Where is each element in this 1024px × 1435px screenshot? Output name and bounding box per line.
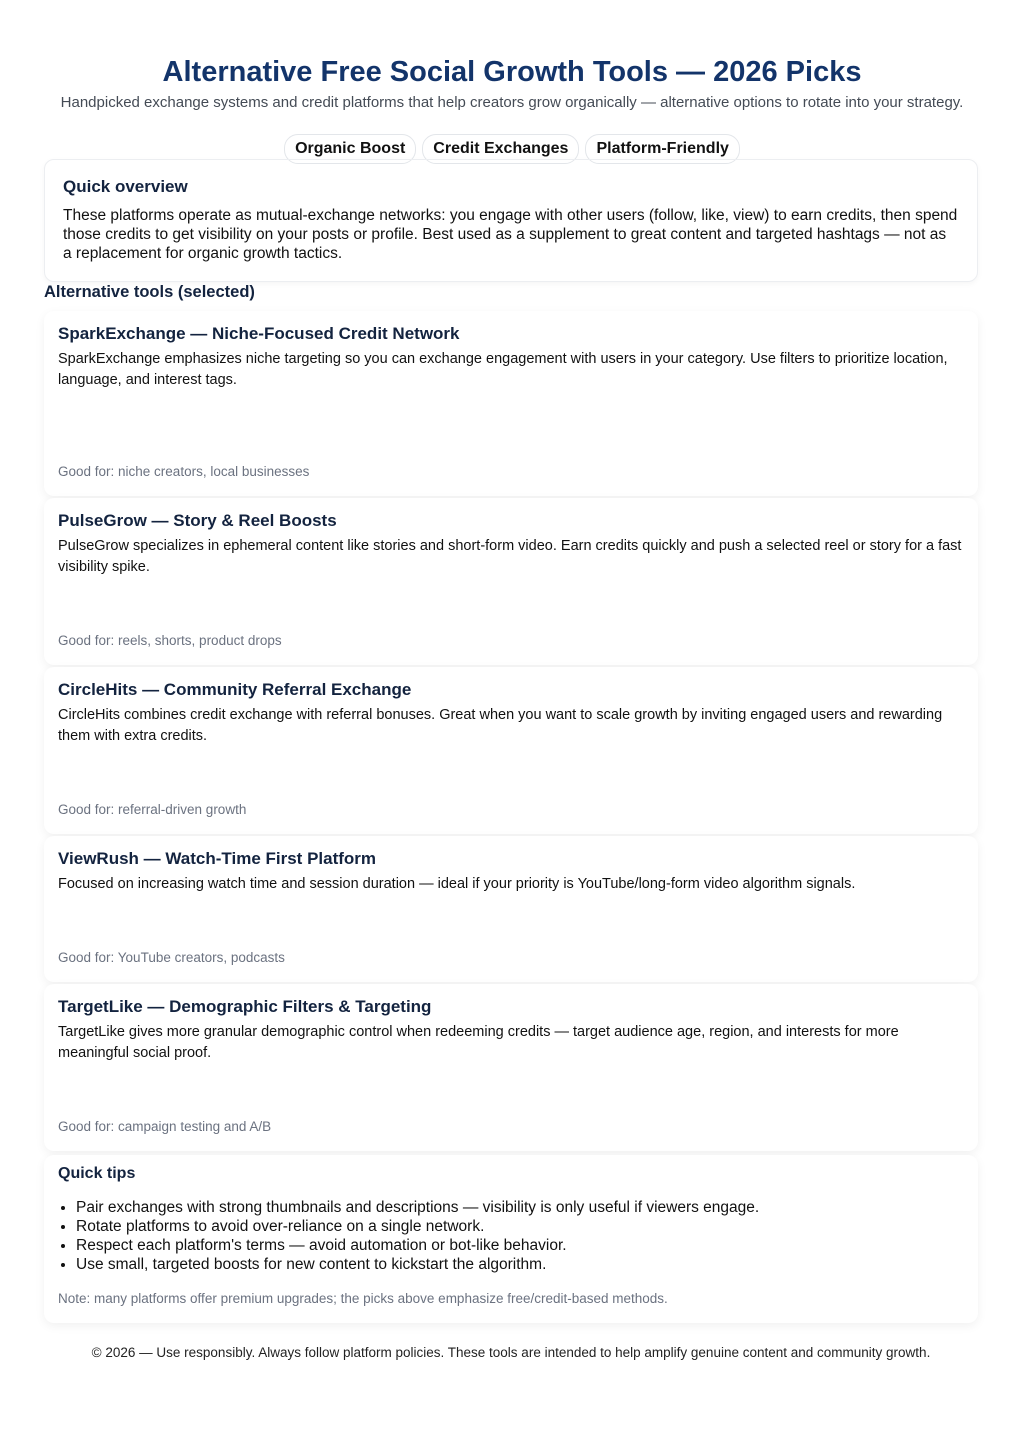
tool-good-for: Good for: campaign testing and A/B (58, 1119, 272, 1134)
tool-card-viewrush (44, 836, 978, 982)
tool-title: PulseGrow — Story & Reel Boosts (58, 511, 337, 530)
tip-item: • Use small, targeted boosts for new content to kickstart the algorithm. (76, 1255, 964, 1274)
tip-item: • Pair exchanges with strong thumbnails and descriptions — visibility is only useful if viewers engage. (76, 1198, 964, 1217)
tool-good-for: Good for: niche creators, local businesses (58, 464, 310, 479)
tool-title: SparkExchange — Niche-Focused Credit Network (58, 324, 460, 343)
tool-good-for: Good for: YouTube creators, podcasts (58, 950, 285, 965)
tool-card-sparkexchange (44, 311, 978, 496)
tips-heading: Quick tips (58, 1165, 136, 1182)
tool-description: TargetLike gives more granular demographic control when redeeming credits — target audience age, region, and interests for more meaningful social proof. (58, 1024, 899, 1061)
page-title: Alternative Free Social Growth Tools — 2026 Picks (162, 56, 862, 88)
overview-heading: Quick overview (63, 177, 188, 196)
tool-description: CircleHits combines credit exchange with referral bonuses. Great when you want to scale growth by inviting engaged users and rewarding them with extra credits. (58, 707, 943, 744)
tool-title: CircleHits — Community Referral Exchange (58, 680, 412, 699)
tool-description: SparkExchange emphasizes niche targeting so you can exchange engagement with users in your category. Use filters to prioritize location, language, and interest tags. (58, 351, 948, 388)
tool-title: ViewRush — Watch-Time First Platform (58, 849, 377, 868)
tool-title: TargetLike — Demographic Filters & Targeting (58, 997, 432, 1016)
tool-good-for: Good for: reels, shorts, product drops (58, 633, 282, 648)
tag-credit-exchanges: Credit Exchanges (422, 134, 579, 164)
tool-description: Focused on increasing watch time and session duration — ideal if your priority is YouTube/long-form video algorithm signals. (58, 876, 856, 892)
tip-item: • Rotate platforms to avoid over-reliance on a single network. (76, 1217, 964, 1236)
overview-card (44, 159, 978, 282)
tool-description: PulseGrow specializes in ephemeral content like stories and short-form video. Earn credits quickly and push a selected reel or story for a fast visibility spike. (58, 538, 962, 575)
tools-section-heading: Alternative tools (selected) (44, 283, 255, 301)
tool-card-pulsegrow (44, 498, 978, 665)
tool-good-for: Good for: referral-driven growth (58, 802, 247, 817)
tag-organic-boost: Organic Boost (284, 134, 416, 164)
footer-text: © 2026 — Use responsibly. Always follow platform policies. These tools are intended to help amplify genuine content and community growth. (91, 1345, 931, 1360)
tool-card-targetlike (44, 984, 978, 1151)
quick-tips-card (44, 1155, 978, 1323)
overview-text: These platforms operate as mutual-exchange networks: you engage with other users (follow, like, view) to earn credits, then spend those credits to get visibility on your posts or profile. Best used as a supplement to great content and targeted hashtags — not as a replacement for organic growth tactics. (63, 207, 958, 262)
tip-item: • Respect each platform's terms — avoid automation or bot-like behavior. (76, 1236, 964, 1255)
tag-platform-friendly: Platform-Friendly (585, 134, 739, 164)
tips-list (58, 1198, 964, 1274)
page-subtitle: Handpicked exchange systems and credit platforms that help creators grow organically — alternative options to rotate into your strategy. (60, 94, 964, 111)
tips-note: Note: many platforms offer premium upgrades; the picks above emphasize free/credit-based methods. (58, 1291, 668, 1306)
tool-card-circlehits (44, 667, 978, 834)
